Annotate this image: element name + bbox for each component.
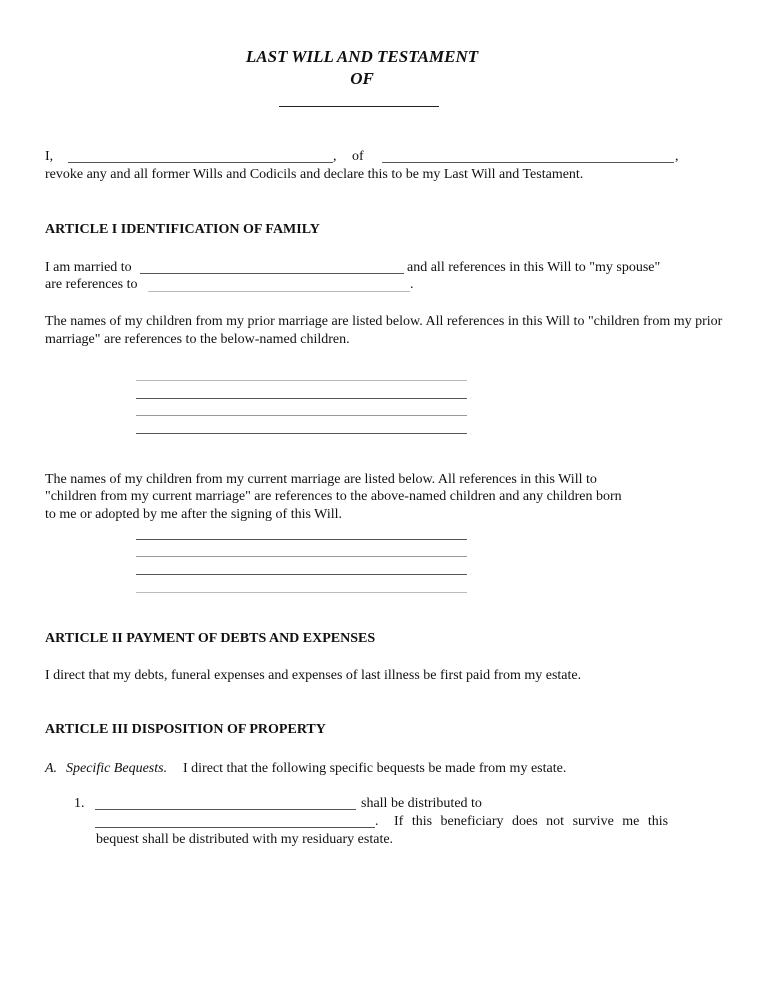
article-1-heading: ARTICLE I IDENTIFICATION OF FAMILY <box>45 222 320 237</box>
bequest-period: . <box>375 814 379 829</box>
spouse-name-field[interactable] <box>140 273 404 274</box>
references-prefix: are references to <box>45 277 138 292</box>
article-3-heading: ARTICLE III DISPOSITION OF PROPERTY <box>45 722 326 737</box>
article-2-text: I direct that my debts, funeral expenses and expenses of last illness be first paid from my estate. <box>45 668 582 683</box>
section-a-text: I direct that the following specific bequests be made from my estate. <box>183 761 567 776</box>
prior-children-paragraph: The names of my children from my prior marriage are listed below. All references in this Will to "children from my prior marriage" are references to the below-named children. <box>45 314 723 347</box>
current-child-field-2[interactable] <box>136 556 467 557</box>
testator-name-field[interactable] <box>68 162 333 163</box>
prior-child-field-1[interactable] <box>136 380 467 381</box>
intro-of: of <box>352 149 364 164</box>
current-child-field-1[interactable] <box>136 539 467 540</box>
bequest-item-field[interactable] <box>95 809 356 810</box>
document-title: LAST WILL AND TESTAMENT <box>245 47 479 66</box>
current-children-line-3: to me or adopted by me after the signing of this Will. <box>45 507 343 522</box>
intro-revocation-text: revoke any and all former Wills and Codicils and declare this to be my Last Will and Testament. <box>45 167 584 182</box>
current-child-field-3[interactable] <box>136 574 467 575</box>
spouse-reference-field[interactable] <box>148 291 410 292</box>
bequest-number: 1. <box>74 796 85 811</box>
prior-child-field-3[interactable] <box>136 415 467 416</box>
references-suffix: . <box>410 277 414 292</box>
bequest-beneficiary-field[interactable] <box>95 827 375 828</box>
document-title-of: OF <box>350 69 374 88</box>
section-a-title: Specific Bequests. <box>66 761 168 776</box>
current-children-line-1: The names of my children from my current marriage are listed below. All references in this Will to <box>45 472 597 487</box>
intro-comma-2: , <box>675 149 679 164</box>
intro-prefix: I, <box>45 149 54 164</box>
current-child-field-4[interactable] <box>136 592 467 593</box>
intro-comma: , <box>333 149 337 164</box>
married-suffix: and all references in this Will to "my spouse" <box>407 260 661 275</box>
married-prefix: I am married to <box>45 260 132 275</box>
current-children-line-2: "children from my current marriage" are references to the above-named children and any children born <box>45 489 622 504</box>
prior-child-field-2[interactable] <box>136 398 467 399</box>
article-2-heading: ARTICLE II PAYMENT OF DEBTS AND EXPENSES <box>45 631 376 646</box>
testator-residence-field[interactable] <box>382 162 674 163</box>
testator-name-blank[interactable] <box>279 106 439 107</box>
bequest-residuary-text: bequest shall be distributed with my residuary estate. <box>96 832 394 847</box>
bequest-survive-text: If this beneficiary does not survive me this <box>394 814 669 829</box>
bequest-distributed-to: shall be distributed to <box>361 796 482 811</box>
prior-child-field-4[interactable] <box>136 433 467 434</box>
section-a-label: A. <box>45 761 58 776</box>
